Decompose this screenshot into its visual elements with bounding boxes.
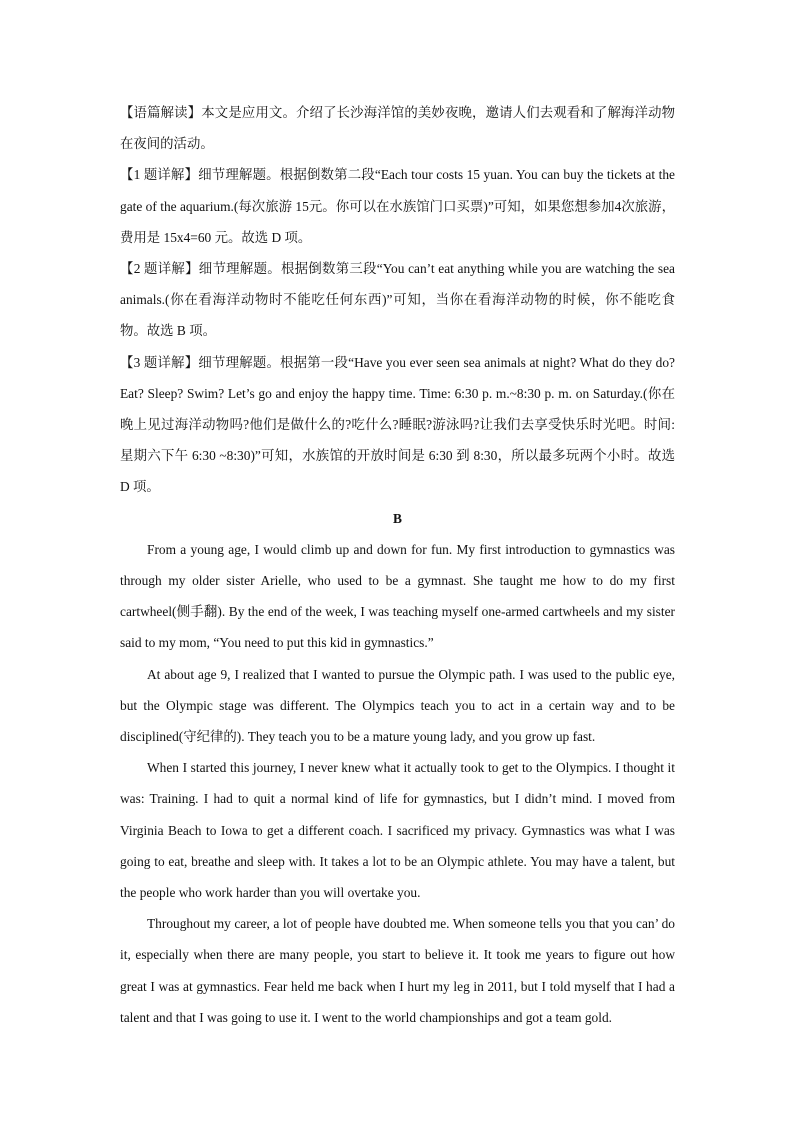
section-heading: B	[393, 510, 402, 526]
passage-paragraph-1: From a young age, I would climb up and down for fun. My first introduction to gymnastics was through my older sister Arielle, who used to be a gymnast. She taught me how to do my first cartwheel(侧手翻). By the end of the week, I was teaching myself one-armed cartwheels and my sister said to my mom, “You need to put this kid in gymnastics.”	[120, 541, 675, 651]
question-2-explanation: 【2 题详解】细节理解题。根据倒数第三段“You can’t eat anything while you are watching the sea animals.(你在看海洋动物时不能吃任何东西)”可知，当你在看海洋动物的时候，你不能吃食物。故选 B 项。	[120, 261, 675, 339]
question-1-explanation: 【1 题详解】细节理解题。根据倒数第二段“Each tour costs 15 yuan. You can buy the tickets at the gate of the aquarium.(每次旅游 15元。你可以在水族馆门口买票)”可知，如果您想参加4次旅游，费用是 15x4=60 元。故选 D 项。	[120, 167, 675, 245]
passage-paragraph-4: Throughout my career, a lot of people have doubted me. When someone tells you that you can’ do it, especially when there are many people, you start to believe it. It took me years to figure out how great I was at gymnastics. Fear held me back when I hurt my leg in 2011, but I told myself that I had a talent and that I was going to use it. I went to the world championships and got a team gold.	[120, 916, 675, 1025]
passage-paragraph-3: When I started this journey, I never knew what it actually took to get to the Olympics. I thought it was: Training. I had to quit a normal kind of life for gymnastics, but I didn’t mind. I moved from Virginia Beach to Iowa to get a different coach. I sacrificed my privacy. Gymnastics was what I was going to eat, breathe and sleep with. It takes a lot to be an Olympic athlete. You may have a talent, but the people who work harder than you will overtake you.	[120, 760, 675, 901]
document-page	[120, 97, 675, 1033]
question-3-explanation: 【3 题详解】细节理解题。根据第一段“Have you ever seen sea animals at night? What do they do? Eat? Sleep? Swim? Let’s go and enjoy the happy time. Time: 6:30 p. m.~8:30 p. m. on Saturday.(你在晚上见过海洋动物吗?他们是做什么的?吃什么?睡眠?游泳吗?让我们去享受快乐时光吧。时间: 星期六下午 6:30 ~8:30)”可知，水族馆的开放时间是 6:30 到 8:30，所以最多玩两个小时。故选 D 项。	[120, 354, 675, 495]
reading-analysis-paragraph: 【语篇解读】本文是应用文。介绍了长沙海洋馆的美妙夜晚，邀请人们去观看和了解海洋动物在夜间的活动。	[120, 105, 675, 152]
passage-paragraph-2: At about age 9, I realized that I wanted to pursue the Olympic path. I was used to the public eye, but the Olympic stage was different. The Olympics teach you to act in a certain way and to be disciplined(守纪律的). They teach you to be a mature young lady, and you grow up fast.	[120, 666, 675, 745]
